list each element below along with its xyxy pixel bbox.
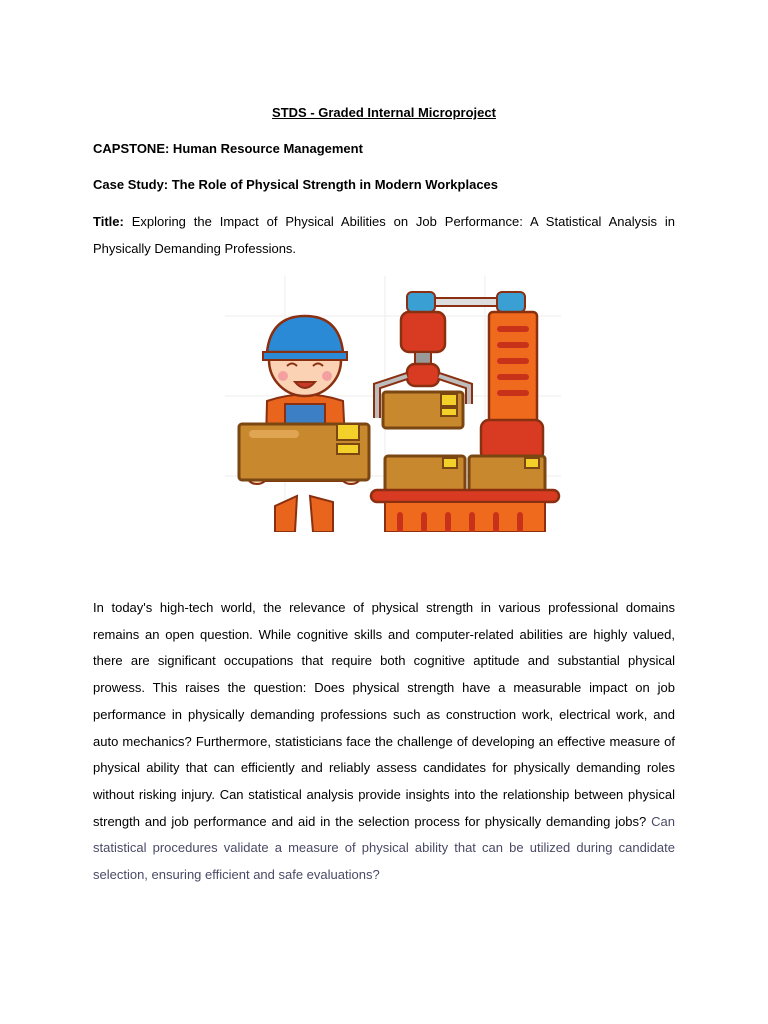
body-highlight-text: Can statistical procedures validate a measure of physical ability that can be utilized during candidate selection, ensuring efficient and safe evaluations?: [93, 813, 675, 883]
worker-robot-illustration: [225, 276, 561, 532]
case-study-line: Case Study: The Role of Physical Strength in Modern Workplaces: [93, 177, 499, 192]
robot-tower: [481, 312, 543, 460]
title-text: Exploring the Impact of Physical Abilities on Job Performance: A Statistical Analysis in Physically Demanding Professions.: [93, 214, 675, 256]
body-paragraph: [93, 595, 675, 889]
title-paragraph: [93, 208, 675, 262]
title-label: Title:: [93, 214, 124, 229]
body-main-text: In today's high-tech world, the relevance of physical strength in various professional domains remains an open question. While cognitive skills and computer-related abilities are highly valued, there are significant occupations that require both cognitive aptitude and substantial physical prowess. This raises the question: Does physical strength have a measurable impact on job performance in physically demanding professions such as construction work, electrical work, and auto mechanics? Furthermore, statisticians face the challenge of developing an effective measure of physical ability that can efficiently and reliably assess candidates for physically demanding roles without risking injury. Can statistical analysis provide insights into the relationship between physical strength and job performance and aid in the selection process for physically demanding jobs?: [93, 600, 675, 829]
document-heading: STDS - Graded Internal Microproject: [272, 105, 496, 120]
capstone-line: CAPSTONE: Human Resource Management: [93, 141, 363, 156]
held-box: [239, 424, 369, 480]
conveyor-belt: [371, 456, 559, 532]
